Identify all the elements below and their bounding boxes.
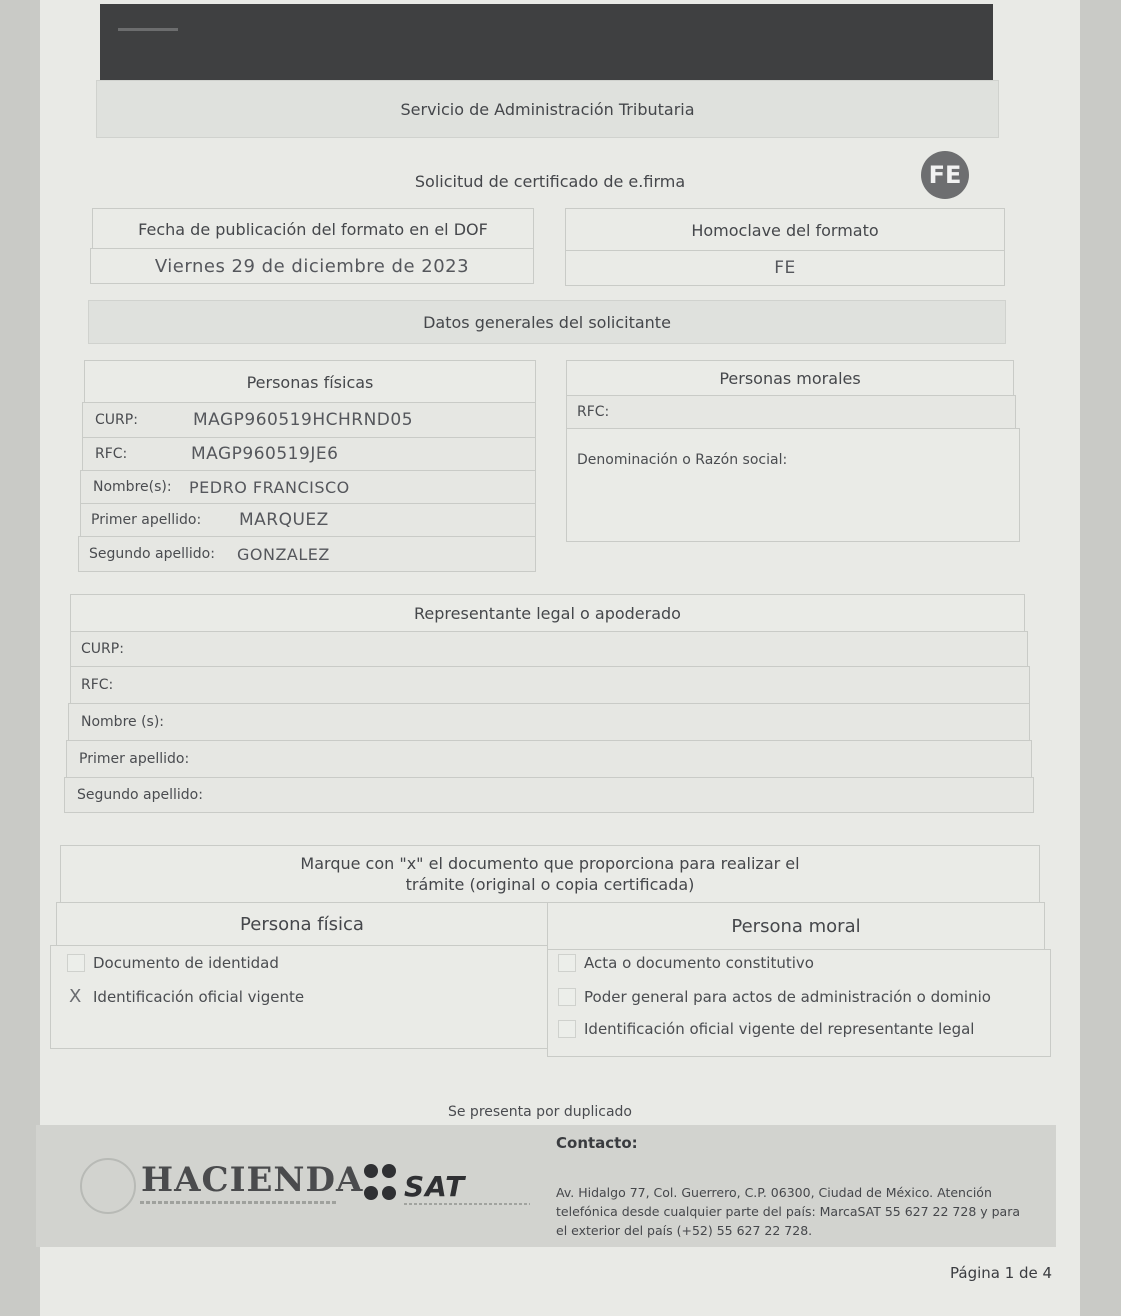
documents-instruction: Marque con "x" el documento que proporciona para realizar el trámite (original o copia certificada) xyxy=(300,854,800,894)
fisica-nombre-value: PEDRO FRANCISCO xyxy=(189,477,350,497)
doc-fisica-item-label: Documento de identidad xyxy=(93,954,279,972)
doc-fisica-check-mark: X xyxy=(69,986,82,1007)
rep-rfc-label: RFC: xyxy=(81,677,114,693)
doc-fisica-checkbox[interactable] xyxy=(67,954,85,972)
publication-date-label: Fecha de publicación del formato en el DOF xyxy=(138,219,488,239)
fisica-rfc-value: MAGP960519JE6 xyxy=(191,444,339,464)
doc-moral-checkbox[interactable] xyxy=(558,954,576,972)
representante-header xyxy=(70,594,1025,632)
rep-primer-apellido-row xyxy=(66,740,1032,778)
doc-moral-item-label: Poder general para actos de administración o dominio xyxy=(584,988,991,1006)
moral-rfc-row xyxy=(566,395,1016,429)
publication-date-value-cell xyxy=(90,248,534,284)
homoclave-value-cell xyxy=(565,250,1005,286)
agency-name: Servicio de Administración Tributaria xyxy=(400,99,695,119)
fisica-segundo-apellido-label: Segundo apellido: xyxy=(89,546,215,562)
doc-fisica-list xyxy=(50,945,548,1049)
fisica-primer-apellido-value: MARQUEZ xyxy=(239,510,329,530)
documents-instruction-cell xyxy=(60,845,1040,903)
homoclave-label: Homoclave del formato xyxy=(691,220,879,240)
doc-moral-item-label: Identificación oficial vigente del representante legal xyxy=(584,1020,975,1038)
contact-text: Av. Hidalgo 77, Col. Guerrero, C.P. 06300, Ciudad de México. Atención telefónica desde cualquier parte del país: MarcaSAT 55 627 22 728 y para el exterior del país (+52) 55 627 22 728. xyxy=(556,1185,1021,1238)
doc-moral-item[interactable] xyxy=(558,1020,974,1038)
rep-rfc-row xyxy=(70,666,1030,704)
hacienda-logo: HACIENDA xyxy=(141,1160,364,1200)
homoclave-value: FE xyxy=(774,258,796,278)
rep-segundo-apellido-row xyxy=(64,777,1034,813)
doc-moral-checkbox[interactable] xyxy=(558,1020,576,1038)
hacienda-logo-subline xyxy=(140,1201,336,1204)
rep-primer-apellido-label: Primer apellido: xyxy=(79,751,190,767)
publication-date-label-cell xyxy=(92,208,534,250)
personas-fisicas-title: Personas físicas xyxy=(246,372,374,392)
duplicate-note-row xyxy=(340,1100,740,1124)
rep-curp-label: CURP: xyxy=(81,641,124,657)
fisica-curp-row xyxy=(82,402,536,438)
doc-fisica-header xyxy=(56,902,548,946)
doc-moral-item[interactable] xyxy=(558,954,814,972)
doc-moral-item[interactable] xyxy=(558,988,991,1006)
sat-logo: SAT xyxy=(404,1170,466,1203)
personas-morales-title: Personas morales xyxy=(719,368,861,388)
fisica-segundo-apellido-value: GONZALEZ xyxy=(237,544,330,564)
rep-nombre-label: Nombre (s): xyxy=(81,714,165,730)
fisica-segundo-apellido-row xyxy=(78,536,536,572)
doc-moral-title: Persona moral xyxy=(731,915,861,937)
contact-label: Contacto: xyxy=(556,1134,638,1152)
fisica-curp-value: MAGP960519HCHRND05 xyxy=(193,410,414,430)
sat-logo-subline xyxy=(404,1203,530,1205)
publication-date-value: Viernes 29 de diciembre de 2023 xyxy=(154,255,470,277)
agency-band xyxy=(96,80,999,138)
fisica-nombre-row xyxy=(80,470,536,504)
doc-fisica-checkbox[interactable] xyxy=(67,988,85,1006)
government-seal-icon xyxy=(80,1158,136,1214)
personas-morales-header xyxy=(566,360,1014,396)
fisica-rfc-row xyxy=(82,437,536,471)
fisica-nombre-label: Nombre(s): xyxy=(93,479,172,495)
doc-moral-list xyxy=(547,949,1051,1057)
doc-moral-header xyxy=(547,902,1045,950)
doc-fisica-item[interactable] xyxy=(67,954,279,972)
rep-curp-row xyxy=(70,631,1028,667)
rep-nombre-row xyxy=(68,703,1030,741)
page-number: Página 1 de 4 xyxy=(950,1264,1053,1282)
fisica-primer-apellido-label: Primer apellido: xyxy=(91,512,202,528)
fisica-rfc-label: RFC: xyxy=(95,446,128,462)
general-section-title: Datos generales del solicitante xyxy=(423,312,671,332)
fisica-curp-label: CURP: xyxy=(95,412,138,428)
doc-moral-checkbox[interactable] xyxy=(558,988,576,1006)
form-title-row xyxy=(300,166,800,196)
doc-moral-item-label: Acta o documento constitutivo xyxy=(584,954,814,972)
header-bar-accent xyxy=(118,28,178,31)
fisica-primer-apellido-row xyxy=(80,503,536,537)
fe-badge: FE xyxy=(921,151,969,199)
duplicate-note: Se presenta por duplicado xyxy=(447,1104,632,1120)
general-section-band xyxy=(88,300,1006,344)
doc-fisica-item-label: Identificación oficial vigente xyxy=(93,988,305,1006)
form-title: Solicitud de certificado de e.firma xyxy=(414,171,686,191)
rep-segundo-apellido-label: Segundo apellido: xyxy=(77,787,203,803)
sat-dots-icon xyxy=(363,1163,399,1203)
personas-fisicas-header xyxy=(84,360,536,404)
moral-razon-social-cell xyxy=(566,428,1020,542)
homoclave-label-cell xyxy=(565,208,1005,252)
header-bar xyxy=(100,4,993,80)
moral-rfc-label: RFC: xyxy=(577,404,610,420)
doc-fisica-item[interactable] xyxy=(67,988,304,1006)
moral-razon-social-label: Denominación o Razón social: xyxy=(577,452,788,468)
representante-title: Representante legal o apoderado xyxy=(414,603,681,623)
doc-fisica-title: Persona física xyxy=(240,913,364,935)
